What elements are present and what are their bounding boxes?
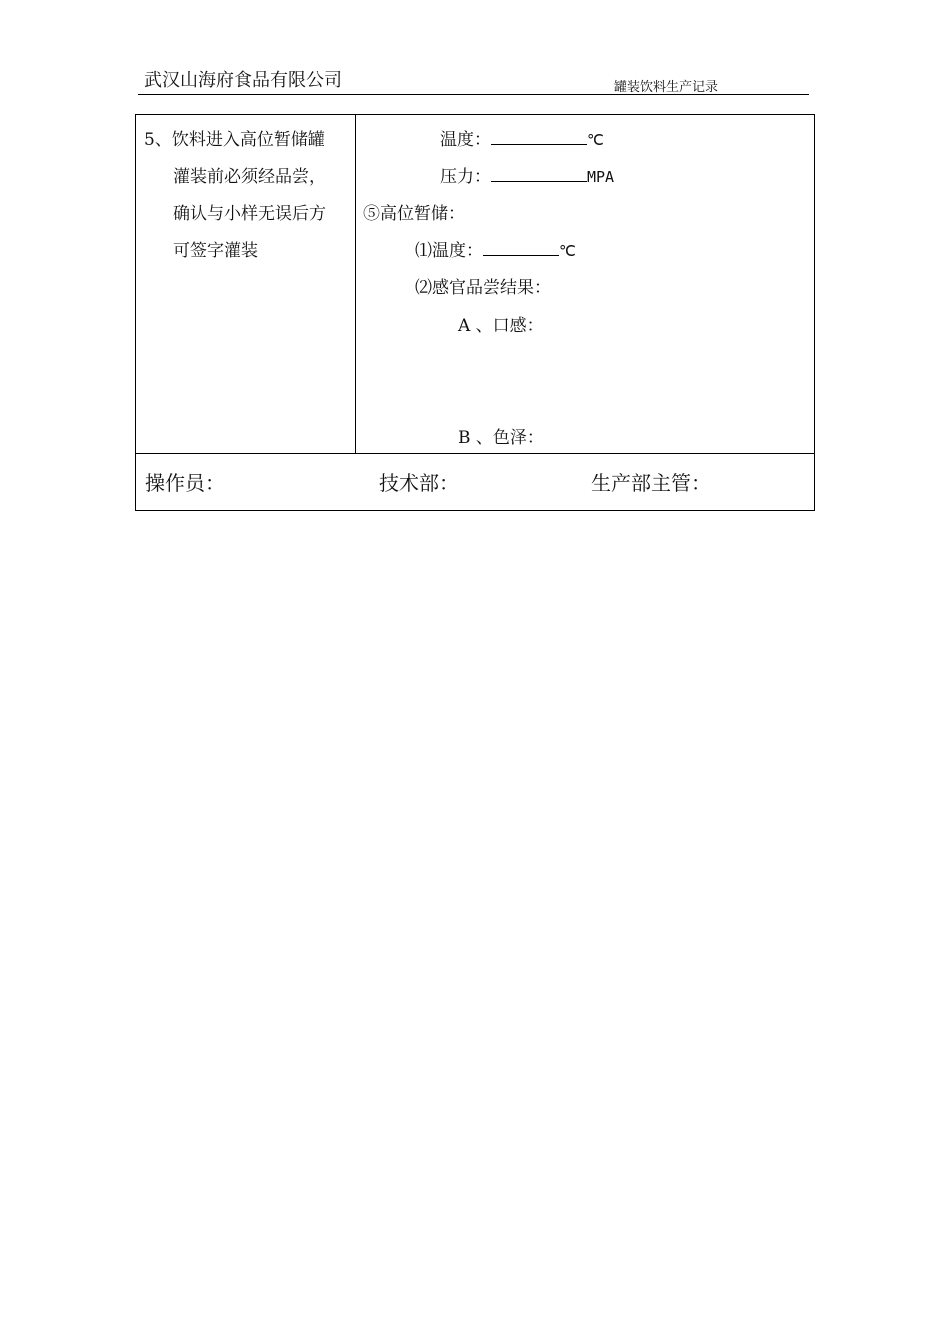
temperature-label: 温度： bbox=[440, 130, 491, 150]
storage-temperature-blank[interactable] bbox=[483, 241, 559, 256]
tech-dept-signature: 技术部： bbox=[379, 471, 459, 495]
step-line-2: 灌装前必须经品尝， bbox=[173, 167, 326, 187]
header-document-title: 罐装饮料生产记录 bbox=[614, 80, 719, 95]
step-line-3: 确认与小样无误后方 bbox=[173, 204, 326, 224]
temperature-unit: ℃ bbox=[587, 131, 604, 149]
storage-temperature-row bbox=[415, 236, 576, 261]
header-rule bbox=[138, 94, 809, 95]
pressure-label: 压力： bbox=[440, 167, 491, 187]
storage-title: ⑤高位暂储： bbox=[363, 204, 465, 224]
taste-label: A 、口感： bbox=[458, 316, 544, 336]
row-divider bbox=[136, 453, 814, 454]
storage-temperature-unit: ℃ bbox=[559, 242, 576, 260]
pressure-blank[interactable] bbox=[491, 167, 587, 182]
column-divider bbox=[355, 115, 356, 453]
production-supervisor-signature: 生产部主管： bbox=[591, 471, 711, 495]
storage-temperature-label: ⑴温度： bbox=[415, 241, 483, 261]
temperature-row bbox=[440, 125, 604, 150]
pressure-row bbox=[440, 162, 614, 187]
step-line-4: 可签字灌装 bbox=[173, 241, 258, 261]
operator-signature: 操作员： bbox=[145, 471, 225, 495]
record-table bbox=[135, 114, 815, 511]
header-company: 武汉山海府食品有限公司 bbox=[144, 70, 342, 91]
pressure-unit: MPA bbox=[587, 168, 615, 186]
sensory-label: ⑵感官品尝结果： bbox=[415, 278, 551, 298]
temperature-blank[interactable] bbox=[491, 130, 587, 145]
color-label: B 、色泽： bbox=[458, 428, 544, 448]
step-line-1: 5、饮料进入高位暂储罐 bbox=[144, 130, 325, 150]
